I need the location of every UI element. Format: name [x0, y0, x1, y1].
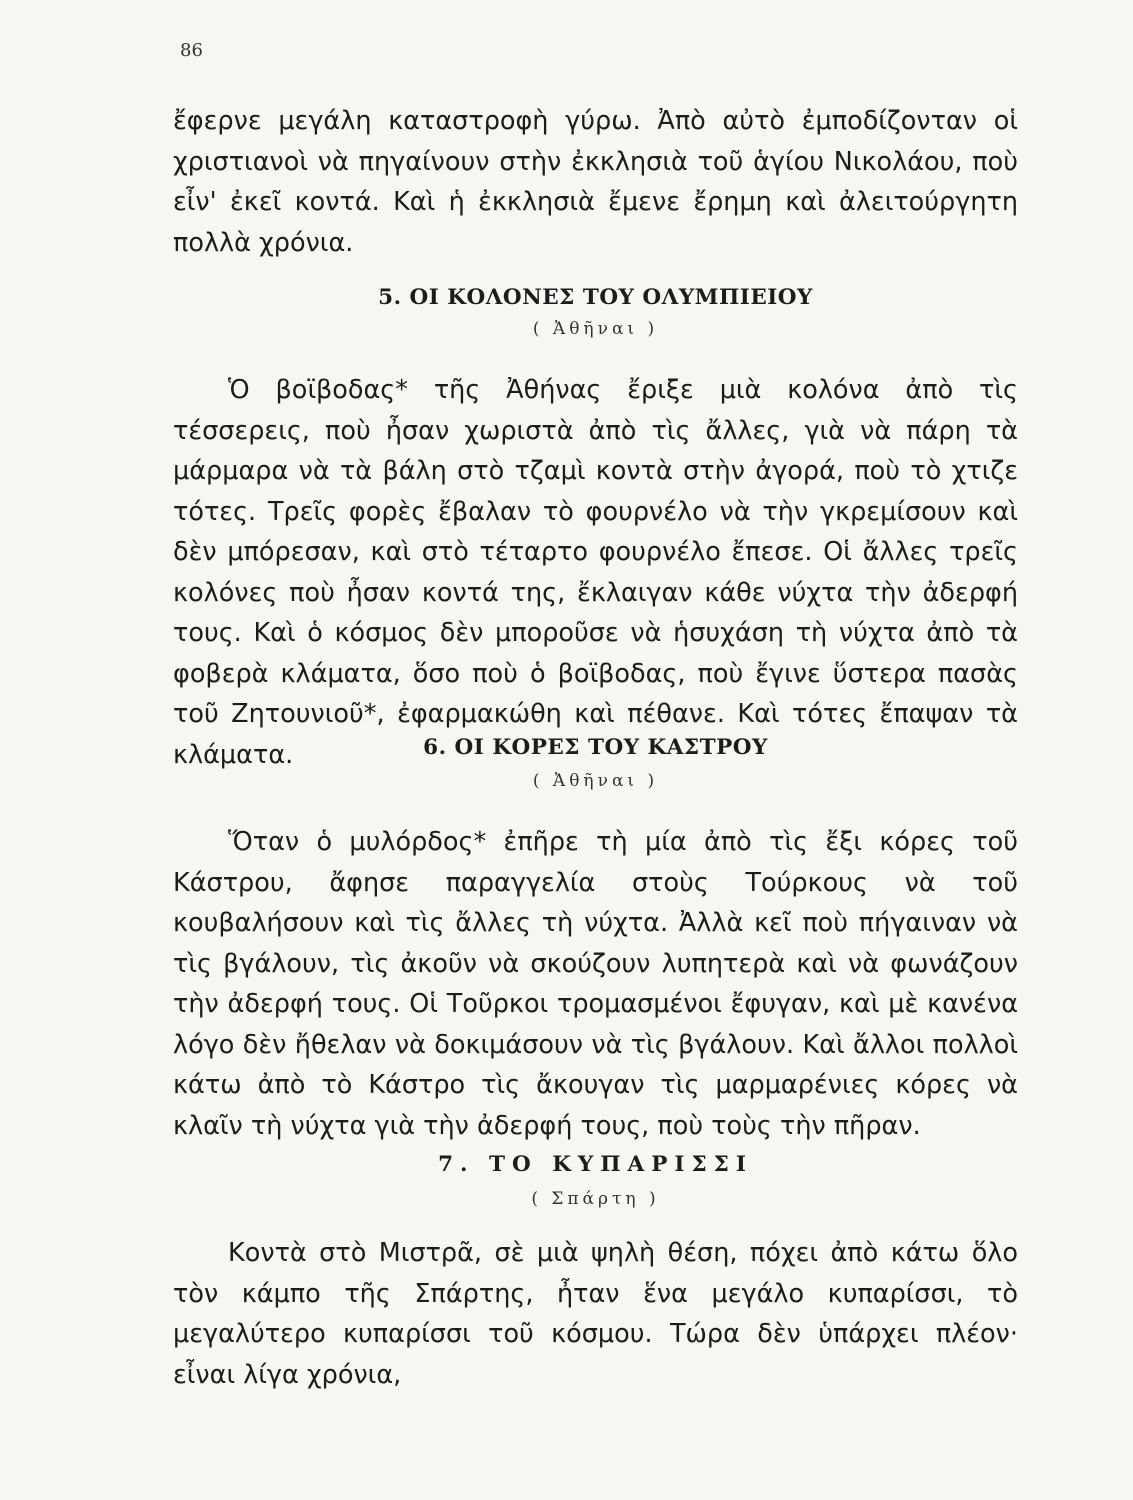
section-6-paragraph: Ὅταν ὁ μυλόρδος* ἐπῆρε τὴ μία ἀπὸ τὶς ἔξι κόρες τοῦ Κάστρου, ἄφησε παραγγελία στοὺς Τούρκους νὰ τοῦ κουβαλήσουν καὶ τὶς ἄλλες τὴ νύχτα. Ἀλλὰ κεῖ ποὺ πήγαιναν νὰ τὶς βγάλουν, τὶς ἀκοῦν νὰ σκούζουν λυπητερὰ καὶ νὰ φωνάζουν τὴν ἀδερφή τους. Οἱ Τοῦρκοι τρομασμένοι ἔφυγαν, καὶ μὲ κανένα λόγο δὲν ἤθελαν νὰ δοκιμάσουν νὰ τὶς βγάλουν. Καὶ ἄλλοι πολλοὶ κάτω ἀπὸ τὸ Κάστρο τὶς ἄκουγαν τὶς μαρμαρένιες κόρες νὰ κλαῖν τὴ νύχτα γιὰ τὴν ἀδερφή τους, ποὺ τοὺς τὴν πῆραν. [173, 827, 1018, 1141]
section-7-place: ( Σπάρτη ) [531, 1189, 660, 1209]
section-6-title: 6. ΟΙ ΚΟΡΕΣ ΤΟΥ ΚΑΣΤΡΟΥ [423, 735, 768, 760]
section-5-place: ( Ἀθῆναι ) [532, 319, 659, 339]
section-7-paragraph: Κοντὰ στὸ Μιστρᾶ, σὲ μιὰ ψηλὴ θέση, πόχει ἀπὸ κάτω ὅλο τὸν κάμπο τῆς Σπάρτης, ἦταν ἕνα μεγάλο κυπαρίσσι, τὸ μεγαλύτερο κυπαρίσσι τοῦ κόσμου. Τώρα δὲν ὑπάρχει πλέον· εἶναι λίγα χρόνια, [173, 1238, 1018, 1390]
section-5-title: 5. ΟΙ ΚΟΛΟΝΕΣ ΤΟΥ ΟΛΥΜΠΙΕΙΟΥ [378, 285, 813, 310]
intro-paragraph: ἔφερνε μεγάλη καταστροφὴ γύρω. Ἀπὸ αὐτὸ ἐμποδίζονταν οἱ χριστιανοὶ νὰ πηγαίνουν στὴν ἐκκλησιὰ τοῦ ἁγίου Νικολάου, ποὺ εἶν' ἐκεῖ κοντά. Καὶ ἡ ἐκκλησιὰ ἔμενε ἔρημη καὶ ἀλειτούργητη πολλὰ χρόνια. [173, 106, 1018, 258]
section-6-place: ( Ἀθῆναι ) [532, 771, 659, 791]
section-5-paragraph: Ὁ βοϊβοδας* τῆς Ἀθήνας ἔριξε μιὰ κολόνα ἀπὸ τὶς τέσσερεις, ποὺ ἦσαν χωριστὰ ἀπὸ τὶς ἄλλες, γιὰ νὰ πάρη τὰ μάρμαρα νὰ τὰ βάλη στὸ τζαμὶ κοντὰ στὴν ἀγορά, ποὺ τὸ χτιζε τότες. Τρεῖς φορὲς ἔβαλαν τὸ φουρνέλο νὰ τὴν γκρεμίσουν καὶ δὲν μπόρεσαν, καὶ στὸ τέταρτο φουρνέλο ἔπεσε. Οἱ ἄλλες τρεῖς κολόνες ποὺ ἦσαν κοντά της, ἔκλαιγαν κάθε νύχτα τὴν ἀδερφή τους. Καὶ ὁ κόσμος δὲν μποροῦσε νὰ ἡσυχάση τὴ νύχτα ἀπὸ τὰ φοβερὰ κλάματα, ὅσο ποὺ ὁ βοϊβοδας, ποὺ ἔγινε ὕστερα πασὰς τοῦ Ζητουνιοῦ*, ἐφαρμακώθη καὶ πέθανε. Καὶ τότες ἔπαψαν τὰ κλάματα. [173, 375, 1018, 770]
page-number: 86 [180, 40, 203, 61]
section-7-title: 7. ΤΟ ΚΥΠΑΡΙΣΣΙ [438, 1152, 753, 1177]
